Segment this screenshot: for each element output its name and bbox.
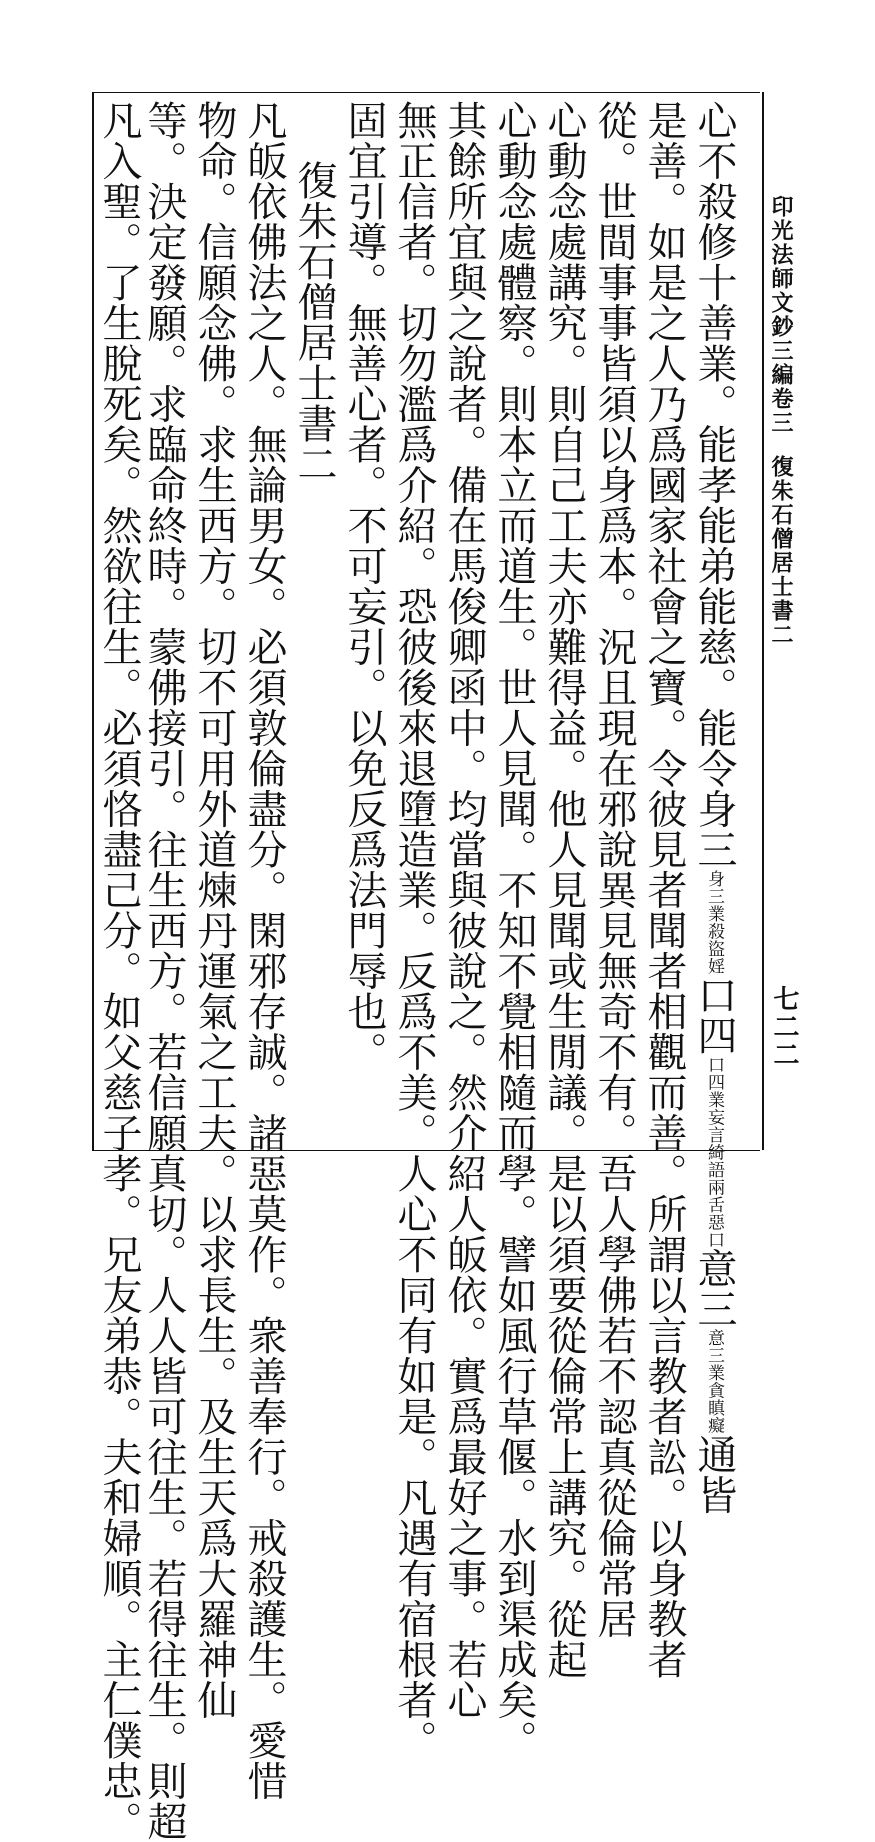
running-header-book-title: 印光法師文鈔三編卷三 xyxy=(768,195,794,435)
text-column-11: 物命。信願念佛。求生西方。切不可用外道煉丹運氣之工夫。以求長生。及生天爲大羅神仙 xyxy=(191,100,237,1720)
annotation-note: 口四業妄言綺語兩舌惡口 xyxy=(704,1055,724,1248)
text-column-5: 心動念處體察。則本立而道生。世人見聞。不知不覺相隨而學。譬如風行草偃。水到渠成矣。 xyxy=(491,100,537,1761)
text-column-10: 凡皈依佛法之人。無論男女。必須敦倫盡分。閑邪存誠。諸惡莫作。衆善奉行。戒殺護生。愛惜 xyxy=(241,100,287,1801)
text-segment: 通皆 xyxy=(691,1434,737,1515)
letter-title: 復朱石僧居士書二 xyxy=(291,160,337,484)
frame-top-rule xyxy=(92,92,760,93)
page-number: 七二二 xyxy=(769,985,799,1069)
text-column-2: 是善。如是之人乃爲國家社會之寶。令彼見者聞者相觀而善。所謂以言教者訟。以身教者 xyxy=(641,100,687,1680)
text-column-6: 其餘所宜與之說者。備在馬俊卿函中。均當與彼說之。然介紹人皈依。實爲最好之事。若心 xyxy=(441,100,487,1720)
text-column-12: 等。決定發願。求臨命終時。蒙佛接引。往生西方。若信願真切。人人皆可往生。若得往生。則超 xyxy=(141,100,187,1842)
text-column-3: 從。世間事事皆須以身爲本。況且現在邪說異見無奇不有。吾人學佛若不認真從倫常居 xyxy=(591,100,637,1639)
text-segment: 口四 xyxy=(691,974,737,1056)
annotation-note: 身三業殺盜婬 xyxy=(704,869,724,975)
annotation-note: 意三業貪瞋癡 xyxy=(704,1329,724,1434)
text-column-1 xyxy=(690,100,738,1515)
running-header-chapter: 復朱石僧居士書二 xyxy=(768,455,794,647)
text-column-4: 心動念處講究。則自己工夫亦難得益。他人見聞或生閒議。是以須要從倫常上講究。從起 xyxy=(541,100,587,1680)
text-column-8: 固宜引導。無善心者。不可妄引。以免反爲法門辱也。 xyxy=(341,100,387,1072)
text-segment: 心不殺修十善業。能孝能弟能慈。能令身三 xyxy=(691,100,737,870)
text-column-13: 凡入聖。了生脫死矣。然欲往生。必須恪盡己分。如父慈子孝。兄友弟恭。夫和婦順。主仁僕忠。 xyxy=(96,100,142,1842)
text-column-7: 無正信者。切勿濫爲介紹。恐彼後來退墮造業。反爲不美。人心不同有如是。凡遇有宿根者。 xyxy=(391,100,437,1761)
text-segment: 意三 xyxy=(691,1248,737,1329)
